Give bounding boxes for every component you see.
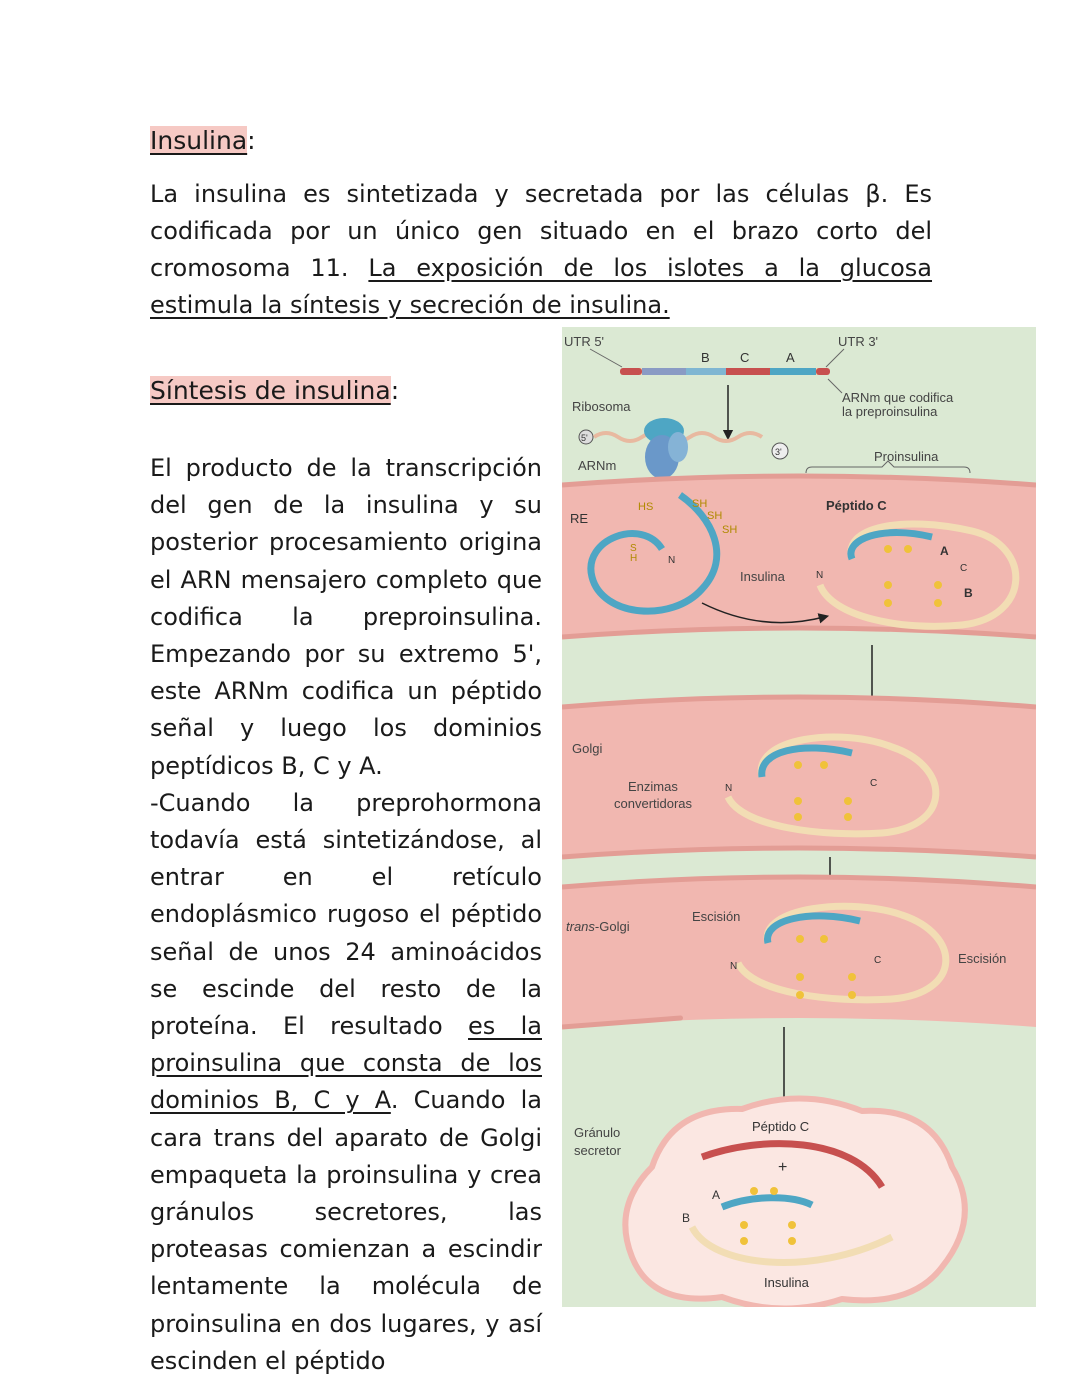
mrna-strip xyxy=(620,368,830,375)
a-label-granule: A xyxy=(712,1188,721,1202)
section-title-sintesis xyxy=(150,376,399,405)
a-label-re: A xyxy=(940,544,949,558)
enzimas-label-line1: Enzimas xyxy=(628,779,678,794)
intro-underlined-text: La exposición de los islotes a la glucosa estimula la síntesis y secreción de insulina. xyxy=(150,254,933,319)
body-paragraph xyxy=(150,450,542,1380)
hs-label: HS xyxy=(638,501,654,513)
trans-italic: trans xyxy=(566,919,595,934)
domain-c-label: C xyxy=(740,350,750,365)
trans-golgi-label xyxy=(566,919,630,934)
intro-text: La insulina es sintetizada y secretada por las células β. Es codificada por un único gen situado en el brazo corto del cromosoma 11. xyxy=(150,180,932,282)
body-text-2 xyxy=(150,785,542,1380)
subtitle-text: Síntesis de insulina xyxy=(150,376,391,405)
s-label-re: S xyxy=(630,543,637,554)
c-label-golgi: C xyxy=(870,778,878,789)
c-label-re: C xyxy=(960,563,968,574)
b-label-granule: B xyxy=(682,1211,691,1225)
proinsulina-label: Proinsulina xyxy=(874,449,939,464)
n-label-trans: N xyxy=(730,961,738,972)
utr3-label: UTR 3' xyxy=(838,334,879,349)
enzimas-label-line2: convertidoras xyxy=(614,796,693,811)
trans-golgi-suffix: -Golgi xyxy=(594,919,630,934)
ribosoma-label: Ribosoma xyxy=(572,399,631,414)
h-label-re: H xyxy=(630,553,638,564)
escision-label-1: Escisión xyxy=(692,909,741,924)
intro-paragraph xyxy=(150,176,932,324)
five-prime-label: 5' xyxy=(581,433,588,443)
body-text-2a: -Cuando la preprohormona todavía está sintetizándose, al entrar en el retículo endoplásmico rugoso el péptido señal de unos 24 aminoácidos se escinde del resto de la proteína. El resultado xyxy=(150,788,542,1041)
n-label-re2: N xyxy=(816,570,824,581)
peptido-c-label-granule: Péptido C xyxy=(752,1119,810,1134)
domain-a-label: A xyxy=(786,350,795,365)
golgi-label: Golgi xyxy=(572,741,603,756)
granulo-label-line1: Gránulo xyxy=(574,1125,621,1140)
peptido-c-label-re: Péptido C xyxy=(826,498,887,513)
arnm-label: ARNm xyxy=(578,458,617,473)
re-label: RE xyxy=(570,511,589,526)
body-text-1: El producto de la transcripción del gen de la insulina y su posterior procesamiento origina el ARN mensajero completo que codifica la preproinsulina. Empezando por su extremo 5', este ARNm codifica un péptido señal y luego los dominios peptídicos B, C y A. xyxy=(150,454,542,780)
insulina-label-granule: Insulina xyxy=(764,1275,809,1290)
insulina-label-re: Insulina xyxy=(740,569,785,584)
c-label-trans: C xyxy=(874,955,882,966)
body-text-2-underlined: es la proinsulina que consta de los dominios B, C y A xyxy=(150,1012,542,1115)
sh-label-1: SH xyxy=(692,498,708,510)
n-label-golgi: N xyxy=(725,783,733,794)
granulo-label-line2: secretor xyxy=(574,1143,621,1158)
title-colon: : xyxy=(247,126,256,155)
utr5-label: UTR 5' xyxy=(564,334,605,349)
insulin-synthesis-figure xyxy=(562,327,1036,1307)
title-text: Insulina xyxy=(150,126,248,155)
sh-label-2: SH xyxy=(707,510,723,522)
plus-sign: + xyxy=(778,1159,788,1176)
domain-b-label: B xyxy=(701,350,710,365)
subtitle-colon: : xyxy=(390,376,400,405)
sh-label-3: SH xyxy=(722,524,738,536)
three-prime-label: 3' xyxy=(775,447,782,457)
body-text-3: . Cuando la cara trans del aparato de Golgi empaqueta la proinsulina y crea gránulos secretores, las proteasas comienzan a escindir lentamente la molécula de proinsulina en dos lugares, y así escinden el péptido xyxy=(150,1086,542,1375)
n-label-re: N xyxy=(668,555,676,566)
section-title-insulina xyxy=(150,126,256,155)
mrna-label-line2: la preproinsulina xyxy=(842,404,938,419)
mrna-label-line1: ARNm que codifica xyxy=(842,390,954,405)
escision-label-2: Escisión xyxy=(958,951,1007,966)
b-label-re: B xyxy=(964,586,973,600)
